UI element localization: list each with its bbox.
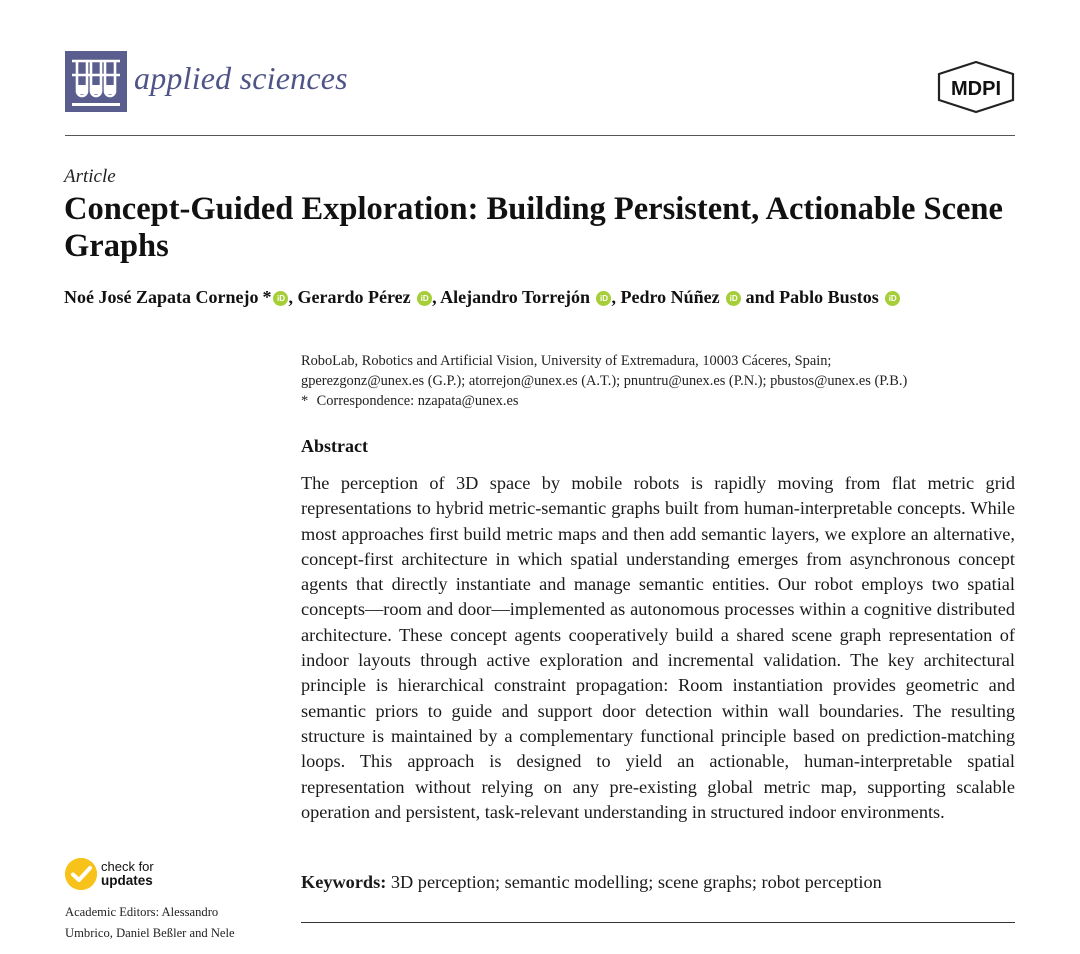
header-divider	[65, 135, 1015, 136]
updates-label: updates	[101, 873, 153, 888]
academic-editors: Academic Editors: Alessandro Umbrico, Daniel Beßler and Nele	[65, 905, 235, 940]
keywords	[301, 872, 1015, 893]
affiliations	[301, 351, 1021, 411]
author-separator: ,	[611, 287, 621, 307]
publisher-name: MDPI	[951, 78, 1001, 100]
correspondence	[301, 391, 1021, 411]
check-for-updates-button[interactable]	[65, 858, 154, 890]
orcid-icon[interactable]: iD	[417, 291, 432, 306]
orcid-icon[interactable]: iD	[273, 291, 288, 306]
journal-name: applied sciences	[134, 60, 348, 96]
author-name: Pablo Bustos	[779, 287, 879, 307]
publisher-logo-icon	[935, 60, 1017, 114]
orcid-icon[interactable]: iD	[885, 291, 900, 306]
abstract-text: The perception of 3D space by mobile robots is rapidly moving from flat metric grid representations to hybrid metric-semantic graphs built from human-interpretable concepts. While most approaches first build metric maps and then add semantic layers, we explore an alternative, concept-first architecture in which spatial understanding emerges from asynchronous concept agents that directly instantiate and manage semantic entities. Our robot employs two spatial concepts—room and door—implemented as autonomous processes within a cognitive distributed architecture. These concept agents cooperatively build a shared scene graph representation of indoor layouts through active exploration and incremental validation. The key architectural principle is hierarchical constraint propagation: Room instantiation provides geometric and semantic priors to guide and support door detection within wall boundaries. The resulting structure is maintained by a complementary functional principle based on prediction-matching loops. This approach is designed to yield an actionable, human-interpretable spatial representation without relying on any pre-existing global metric map, supporting scalable operation and persistent, task-relevant understanding in structured indoor environments.	[301, 473, 1015, 822]
correspondence-text: Correspondence: nzapata@unex.es	[316, 393, 519, 409]
article-title: Concept-Guided Exploration: Building Persistent, Actionable Scene Graphs	[64, 191, 1003, 264]
author-separator: and	[741, 287, 780, 307]
section-divider	[301, 922, 1015, 923]
check-for-updates-label: check for	[101, 859, 154, 874]
author-separator: ,	[432, 287, 441, 307]
author-name: Gerardo Pérez	[297, 287, 411, 307]
author-separator: ,	[288, 287, 298, 307]
author-emails: gperezgonz@unex.es (G.P.); atorrejon@unex.es (A.T.); pnuntru@unex.es (P.N.); pbustos@unex.es (P.B.)	[301, 373, 908, 389]
keywords-text: 3D perception; semantic modelling; scene graphs; robot perception	[390, 872, 882, 892]
author-name: Alejandro Torrejón	[440, 287, 590, 307]
affiliation-line: RoboLab, Robotics and Artificial Vision, University of Extremadura, 10003 Cáceres, Spain;	[301, 353, 832, 369]
journal-logo-icon	[65, 51, 127, 112]
keywords-label: Keywords:	[301, 872, 387, 892]
abstract-heading: Abstract	[301, 436, 368, 456]
orcid-icon[interactable]: iD	[726, 291, 741, 306]
author-name: Pedro Núñez	[620, 287, 720, 307]
correspondence-mark: *	[301, 393, 309, 409]
article-type: Article	[64, 166, 116, 187]
orcid-icon[interactable]: iD	[596, 291, 611, 306]
check-for-updates-icon	[65, 858, 97, 890]
author-name: Noé José Zapata Cornejo	[64, 287, 259, 307]
author-list	[64, 287, 1024, 308]
corresponding-author-mark: *	[262, 287, 272, 307]
